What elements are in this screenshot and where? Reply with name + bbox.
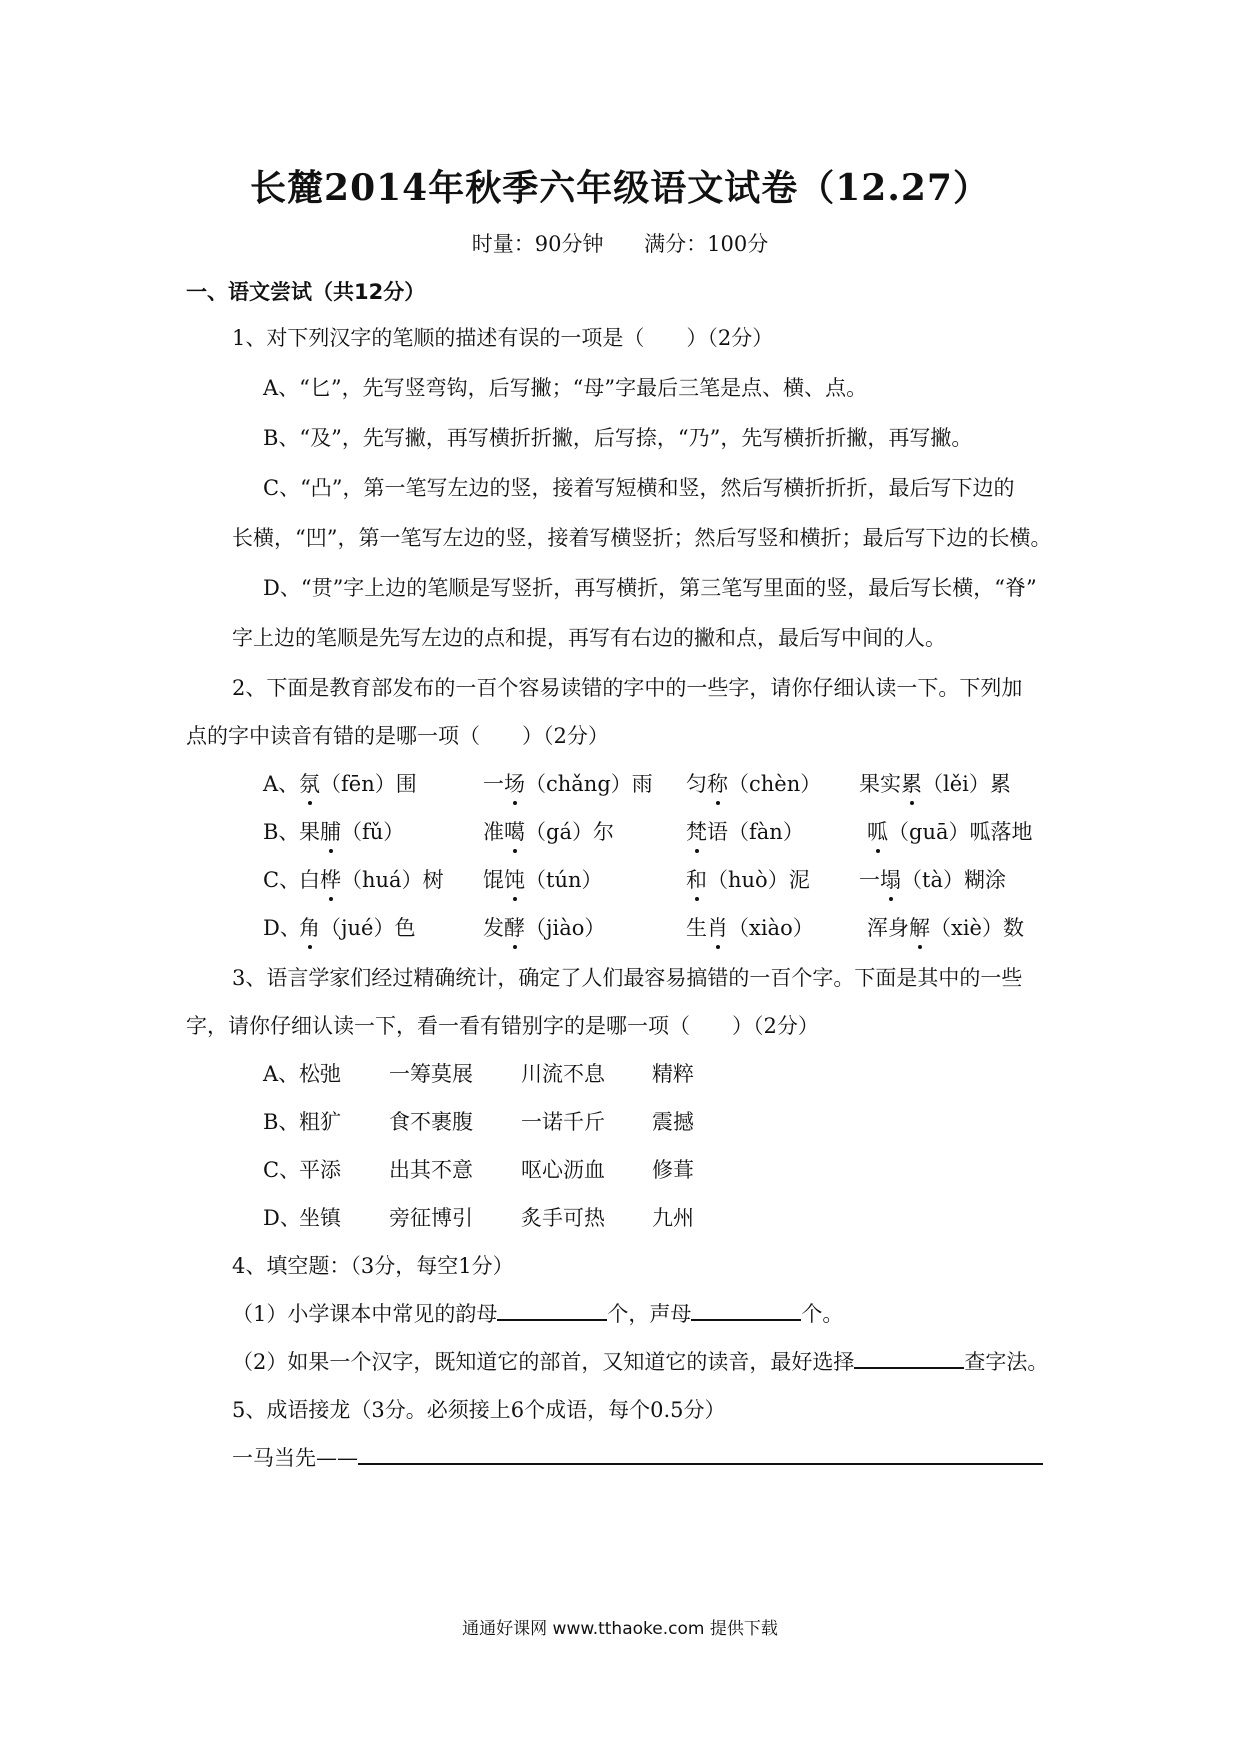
full-score: 满分：100分 xyxy=(644,232,769,256)
option-label: C、 xyxy=(263,1158,301,1182)
option-label: B、 xyxy=(263,1110,300,1134)
pinyin-item: 馄饨（tún） xyxy=(483,864,603,894)
word-item: 川流不息 xyxy=(521,1062,605,1086)
pinyin-item: 发酵（jiào） xyxy=(483,912,605,942)
q3-stem-line2: 字，请你仔细认读一下，看一看有错别字的是哪一项（ ）（2分） xyxy=(186,1014,819,1038)
option-label: A、 xyxy=(263,1062,300,1086)
q5-stem: 5、成语接龙（3分。必须接上6个成语，每个0.5分） xyxy=(232,1398,726,1422)
q1-option-d-line2: 字上边的笔顺是先写左边的点和提，再写有右边的撇和点，最后写中间的人。 xyxy=(232,626,946,650)
pinyin-item: 浑身解（xiè）数 xyxy=(867,912,1024,942)
answer-blank[interactable] xyxy=(854,1347,964,1369)
q4-item-1: （1）小学课本中常见的韵母 个，声母 个。 xyxy=(232,1298,843,1328)
q1-option-d-line1: D、“贯”字上边的笔顺是写竖折，再写横折，第三笔写里面的竖，最后写长横，“脊” xyxy=(263,576,1037,600)
dotted-char: 桦 xyxy=(320,864,341,894)
word-item: 松弛 xyxy=(299,1062,341,1086)
option-label: C、 xyxy=(263,868,301,892)
footer-watermark: 通通好课网 www.tthaoke.com 提供下载 xyxy=(462,1619,778,1639)
answer-blank[interactable] xyxy=(497,1299,607,1321)
word-item: 一诺千斤 xyxy=(521,1110,605,1134)
time-limit: 时量：90分钟 xyxy=(471,232,604,256)
pinyin-item: 一塌（tà）糊涂 xyxy=(859,864,1006,894)
pinyin-item: 角（jué）色 xyxy=(299,912,415,942)
page-title: 长麓2014年秋季六年级语文试卷（12.27） xyxy=(250,167,990,209)
q1-option-c-line1: C、“凸”，第一笔写左边的竖，接着写短横和竖，然后写横折折折，最后写下边的 xyxy=(263,476,1015,500)
option-label: B、 xyxy=(263,820,300,844)
answer-blank[interactable] xyxy=(358,1443,1043,1465)
word-item: 食不裹腹 xyxy=(389,1110,473,1134)
dotted-char: 脯 xyxy=(320,816,341,846)
word-item: 精粹 xyxy=(652,1062,694,1086)
q2-stem-line2: 点的字中读音有错的是哪一项（ ）（2分） xyxy=(186,724,609,748)
dotted-char: 解 xyxy=(909,912,930,942)
dotted-char: 梵 xyxy=(686,816,707,846)
dotted-char: 称 xyxy=(707,768,728,798)
pinyin-item: 氛（fēn）围 xyxy=(299,768,417,798)
dotted-char: 饨 xyxy=(504,864,525,894)
q1-option-b: B、“及”，先写撇，再写横折折撇，后写捺，“乃”，先写横折折撇，再写撇。 xyxy=(263,426,973,450)
dotted-char: 角 xyxy=(299,912,320,942)
q2-stem-line1: 2、下面是教育部发布的一百个容易读错的字中的一些字，请你仔细认读一下。下列加 xyxy=(232,676,1023,700)
dotted-char: 呱 xyxy=(867,816,888,846)
word-item: 平添 xyxy=(299,1158,341,1182)
pinyin-item: 梵语（fàn） xyxy=(686,816,804,846)
word-item: 坐镇 xyxy=(299,1206,341,1230)
option-label: A、 xyxy=(263,772,300,796)
pinyin-item: 生肖（xiào） xyxy=(686,912,814,942)
pinyin-item: 白桦（huá）树 xyxy=(299,864,444,894)
q1-stem: 1、对下列汉字的笔顺的描述有误的一项是（ ）（2分） xyxy=(232,326,774,350)
dotted-char: 塌 xyxy=(880,864,901,894)
option-label: D、 xyxy=(263,1206,301,1230)
word-item: 震撼 xyxy=(652,1110,694,1134)
pinyin-item: 果脯（fǔ） xyxy=(299,816,404,846)
pinyin-item: 一场（chǎng）雨 xyxy=(483,768,653,798)
pinyin-item: 匀称（chèn） xyxy=(686,768,821,798)
dotted-char: 噶 xyxy=(504,816,525,846)
pinyin-item: 准噶（gá）尔 xyxy=(483,816,614,846)
exam-info xyxy=(0,228,1240,258)
word-item: 出其不意 xyxy=(389,1158,473,1182)
q5-answer-line: 一马当先—— xyxy=(232,1442,1043,1472)
word-item: 炙手可热 xyxy=(521,1206,605,1230)
pinyin-item: 果实累（lěi）累 xyxy=(859,768,1011,798)
dotted-char: 酵 xyxy=(504,912,525,942)
q1-option-a: A、“匕”，先写竖弯钩，后写撇；“母”字最后三笔是点、横、点。 xyxy=(263,376,868,400)
q4-item-2: （2）如果一个汉字，既知道它的部首，又知道它的读音，最好选择 查字法。 xyxy=(232,1346,1048,1376)
word-item: 九州 xyxy=(652,1206,694,1230)
option-label: D、 xyxy=(263,916,301,940)
dotted-char: 场 xyxy=(504,768,525,798)
pinyin-item: 呱（guā）呱落地 xyxy=(867,816,1033,846)
word-item: 一筹莫展 xyxy=(389,1062,473,1086)
pinyin-item: 和（huò）泥 xyxy=(686,864,810,894)
dotted-char: 氛 xyxy=(299,768,320,798)
dotted-char: 肖 xyxy=(707,912,728,942)
q3-stem-line1: 3、语言学家们经过精确统计，确定了人们最容易搞错的一百个字。下面是其中的一些 xyxy=(232,966,1023,990)
section-heading: 一、语文尝试（共12分） xyxy=(186,280,426,304)
word-item: 粗犷 xyxy=(299,1110,341,1134)
dotted-char: 和 xyxy=(686,864,707,894)
dotted-char: 累 xyxy=(901,768,922,798)
word-item: 修葺 xyxy=(652,1158,694,1182)
word-item: 旁征博引 xyxy=(389,1206,473,1230)
word-item: 呕心沥血 xyxy=(521,1158,605,1182)
q1-option-c-line2: 长横，“凹”，第一笔写左边的竖，接着写横竖折；然后写竖和横折；最后写下边的长横。 xyxy=(232,526,1052,550)
answer-blank[interactable] xyxy=(691,1299,801,1321)
q4-stem: 4、填空题：（3分，每空1分） xyxy=(232,1254,514,1278)
